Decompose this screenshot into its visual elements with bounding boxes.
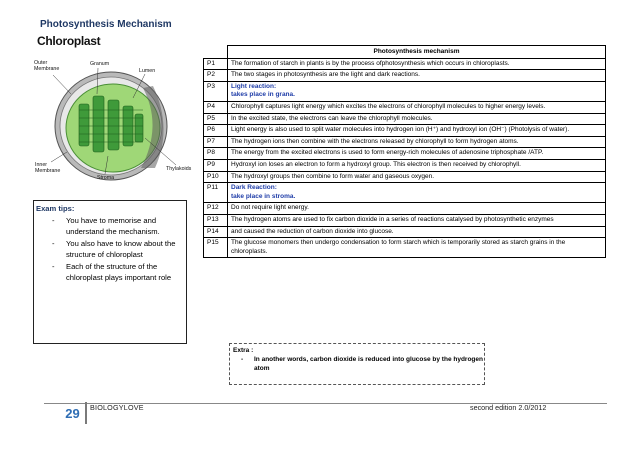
row-text: Hydroxyl ion loses an electron to form a hydroxyl group. This electron is then received by chlorophyll. bbox=[228, 159, 606, 171]
row-id: P12 bbox=[204, 203, 228, 215]
stage-location: take place in stroma. bbox=[231, 192, 296, 200]
row-id: P11 bbox=[204, 183, 228, 203]
row-id: P10 bbox=[204, 171, 228, 183]
row-id: P4 bbox=[204, 101, 228, 113]
mechanism-table bbox=[203, 45, 606, 258]
row-text bbox=[228, 81, 606, 101]
label-inner-membrane: Inner Membrane bbox=[35, 162, 61, 174]
table-row bbox=[204, 159, 606, 171]
row-text: The hydroxyl groups then combine to form water and gaseous oxygen. bbox=[228, 171, 606, 183]
table-row bbox=[204, 136, 606, 148]
page-number: 29 bbox=[60, 402, 87, 424]
exam-tip-item: - You have to memorise and understand the mechanism. bbox=[52, 215, 160, 236]
row-id: P1 bbox=[204, 58, 228, 70]
exam-tip-item: - You also have to know about the structure of chloroplast bbox=[52, 238, 176, 259]
row-id: P3 bbox=[204, 81, 228, 101]
stage-heading: Light reaction: bbox=[231, 82, 277, 90]
row-text: The glucose monomers then undergo condensation to form starch which is temporarily stored as starch grains in the chloroplasts. bbox=[228, 238, 606, 258]
row-text: Do not require light energy. bbox=[228, 203, 606, 215]
label-granum: Granum bbox=[90, 61, 110, 67]
row-text bbox=[228, 183, 606, 203]
footer-brand: BIOLOGYLOVE bbox=[90, 403, 144, 412]
label-outer-membrane: Outer Membrane bbox=[34, 60, 60, 72]
page-title: Photosynthesis Mechanism bbox=[40, 19, 172, 30]
table-row bbox=[204, 148, 606, 160]
row-id: P5 bbox=[204, 113, 228, 125]
table-row bbox=[204, 113, 606, 125]
table-heading: Photosynthesis mechanism bbox=[228, 46, 606, 59]
table-row bbox=[204, 125, 606, 137]
exam-tips-heading: Exam tips: bbox=[36, 204, 75, 213]
stage-heading: Dark Reaction: bbox=[231, 184, 277, 192]
row-text: The formation of starch in plants is by the process ofphotosynthesis which occurs in chloroplasts. bbox=[228, 58, 606, 70]
row-id: P14 bbox=[204, 226, 228, 238]
row-id: P15 bbox=[204, 238, 228, 258]
table-row bbox=[204, 70, 606, 82]
diagram-title: Chloroplast bbox=[37, 34, 101, 48]
table-row bbox=[204, 226, 606, 238]
row-text: Chlorophyll captures light energy which excites the electrons of chlorophyll molecules to higher energy levels. bbox=[228, 101, 606, 113]
label-lumen: Lumen bbox=[139, 68, 156, 74]
row-id: P13 bbox=[204, 214, 228, 226]
row-text: The two stages in photosynthesis are the light and dark reactions. bbox=[228, 70, 606, 82]
label-thylakoids: Thylakoids bbox=[166, 166, 192, 172]
table-row bbox=[204, 58, 606, 70]
extra-item: - In another words, carbon dioxide is reduced into glucose by the hydrogen atom bbox=[241, 356, 483, 372]
exam-tips-list bbox=[34, 215, 186, 284]
exam-tip-item: - Each of the structure of the chloroplast plays important role bbox=[52, 261, 172, 282]
extra-note-box bbox=[229, 343, 485, 385]
table-row bbox=[204, 183, 606, 203]
label-stroma: Stroma bbox=[97, 175, 115, 181]
row-text: The hydrogen ions then combine with the electrons released by chlorophyll to form hydrogen atoms. bbox=[228, 136, 606, 148]
row-text: and caused the reduction of carbon dioxide into glucose. bbox=[228, 226, 606, 238]
extra-label: Extra : bbox=[233, 347, 254, 354]
row-text: In the excited state, the electrons can leave the chlorophyll molecules. bbox=[228, 113, 606, 125]
table-header-row bbox=[204, 46, 606, 59]
row-id: P9 bbox=[204, 159, 228, 171]
table-body bbox=[204, 58, 606, 258]
chloroplast-diagram bbox=[33, 34, 200, 190]
exam-tips-box bbox=[33, 200, 187, 344]
table-row bbox=[204, 238, 606, 258]
row-text: The energy from the excited electrons is used to form energy-rich molecules of adenosine triphosphate /ATP. bbox=[228, 148, 606, 160]
footer-edition: second edition 2.0/2012 bbox=[470, 403, 547, 412]
table-row bbox=[204, 171, 606, 183]
table-row bbox=[204, 203, 606, 215]
row-text: Light energy is also used to split water molecules into hydrogen ion (H⁺) and hydroxyl ion (OH⁻) (Photolysis of water). bbox=[228, 125, 606, 137]
table-row bbox=[204, 214, 606, 226]
stage-location: takes place in grana. bbox=[231, 91, 295, 99]
row-id: P7 bbox=[204, 136, 228, 148]
row-id: P6 bbox=[204, 125, 228, 137]
row-id: P8 bbox=[204, 148, 228, 160]
table-row bbox=[204, 101, 606, 113]
table-row bbox=[204, 81, 606, 101]
row-id: P2 bbox=[204, 70, 228, 82]
row-text: The hydrogen atoms are used to fix carbon dioxide in a series of reactions catalysed by photosynthetic enzymes bbox=[228, 214, 606, 226]
